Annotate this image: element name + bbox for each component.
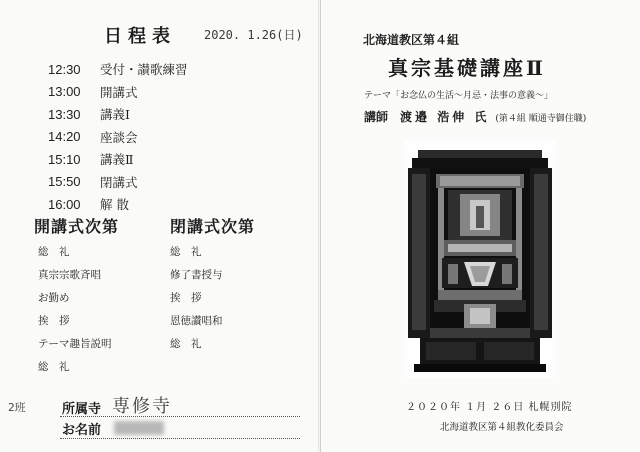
schedule-event: 閉講式 (100, 174, 138, 190)
schedule-row (48, 103, 188, 126)
list-item: お勤め (38, 292, 70, 304)
schedule-event: 講義Ⅱ (100, 152, 134, 168)
closing-ceremony-list (170, 240, 223, 355)
event-date-venue: ２０２０年 １月 ２６日 札幌別院 (406, 402, 573, 413)
schedule-row (48, 148, 188, 171)
name-label: お名前 (62, 423, 102, 438)
list-item: 挨 拶 (170, 292, 202, 304)
schedule-time: 15:50 (48, 174, 81, 190)
schedule-event: 講義Ⅰ (100, 107, 130, 123)
schedule-row (48, 193, 188, 216)
handwritten-class: 2班 (8, 401, 26, 414)
lecturer-affiliation: (第４組 順通寺御住職) (495, 114, 587, 124)
list-item: 恩徳讃唱和 (170, 315, 223, 327)
schedule-time: 12:30 (48, 61, 81, 77)
schedule-time: 13:00 (48, 84, 81, 100)
schedule-list (48, 58, 188, 216)
handwritten-date: 2020. 1.26(日) (204, 28, 303, 42)
schedule-row (48, 126, 188, 149)
list-item: テーマ趣旨説明 (38, 338, 112, 350)
redacted-name (114, 421, 164, 435)
lecturer-line (364, 108, 586, 125)
schedule-time: 14:20 (48, 129, 81, 145)
temple-value: 専修寺 (112, 396, 172, 417)
opening-ceremony-list (38, 240, 112, 378)
closing-ceremony-title: 閉講式次第 (170, 217, 256, 236)
temple-label: 所属寺 (62, 402, 102, 417)
opening-ceremony-title: 開講式次第 (34, 217, 120, 236)
schedule-time: 15:10 (48, 151, 81, 167)
schedule-event: 開講式 (100, 84, 138, 100)
list-item: 総 礼 (170, 246, 202, 258)
organizer-label: 北海道教区第４組教化委員会 (440, 422, 564, 433)
page-title: 真宗基礎講座Ⅱ (388, 56, 546, 80)
altar-photo (404, 140, 556, 378)
organization-label: 北海道教区第４組 (363, 33, 460, 47)
list-item: 真宗宗歌斉唱 (38, 269, 101, 281)
lecturer-label: 講師 (364, 110, 389, 124)
schedule-event: 受付・讃歌練習 (100, 62, 188, 78)
schedule-time: 13:30 (48, 106, 81, 122)
name-underline (60, 438, 300, 439)
temple-underline (60, 416, 300, 417)
theme-text: テーマ「お念仏の生活～月忌・法事の意義～」 (364, 91, 554, 101)
schedule-title: 日程表 (104, 26, 176, 47)
buddhist-altar-image (404, 140, 556, 378)
schedule-event: 座談会 (100, 129, 138, 145)
list-item: 修了書授与 (170, 269, 223, 281)
list-item: 総 礼 (170, 338, 202, 350)
list-item: 挨 拶 (38, 315, 70, 327)
list-item: 総 礼 (38, 246, 70, 258)
schedule-row (48, 81, 188, 104)
lecturer-name: 渡邉 浩伸 氏 (400, 110, 490, 124)
schedule-row (48, 171, 188, 194)
schedule-time: 16:00 (48, 196, 81, 212)
list-item: 総 礼 (38, 361, 70, 373)
schedule-event: 解 散 (100, 197, 129, 213)
schedule-row (48, 58, 188, 81)
